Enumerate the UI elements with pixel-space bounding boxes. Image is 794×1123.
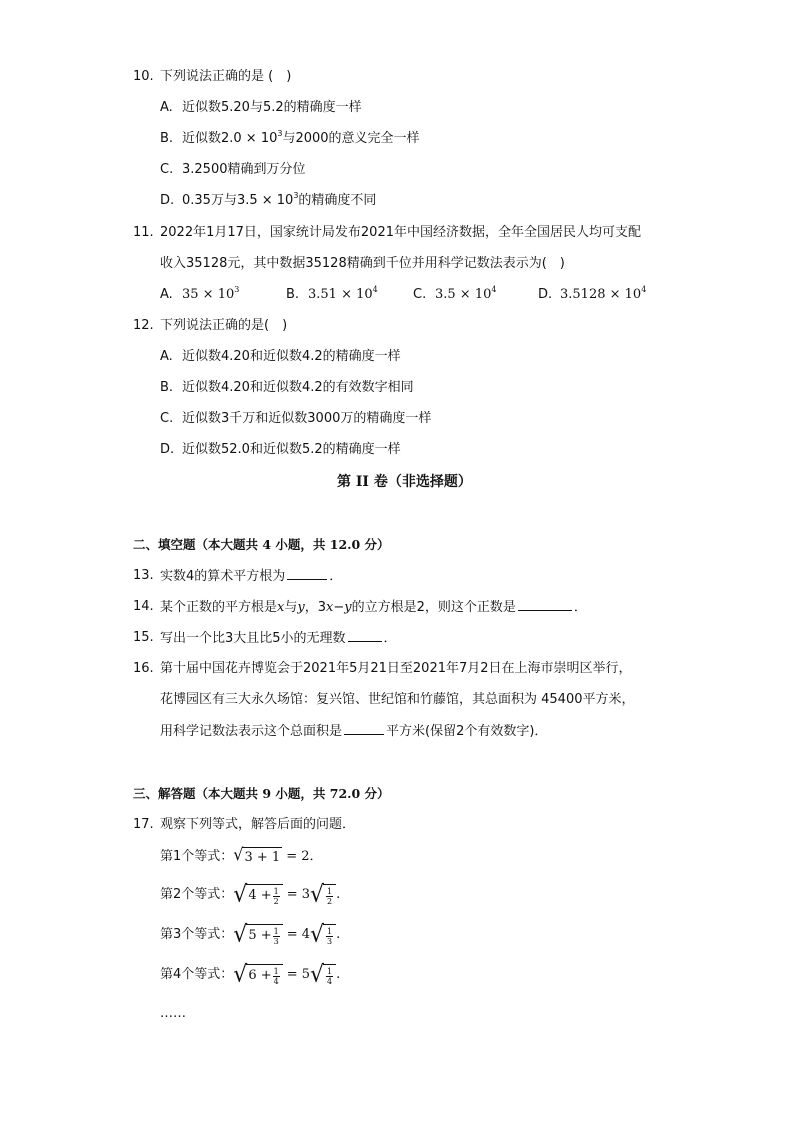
q17-stem: 观察下列等式，解答后面的问题． bbox=[160, 817, 356, 832]
q14-answer-blank[interactable] bbox=[518, 598, 572, 611]
q11-option-c-label: C. bbox=[413, 287, 427, 302]
q12-option-b-label: B. bbox=[160, 380, 174, 395]
q12-option-a-text: 近似数4.20和近似数4.2的精确度一样 bbox=[182, 349, 401, 364]
q10-option-c-label: C. bbox=[160, 162, 174, 177]
q11-option-a-label: A. bbox=[160, 287, 173, 302]
q17-equation-1: 第1个等式： √ 3 + 1 = 2． bbox=[160, 844, 323, 865]
part-2-title: 第 II 卷（非选择题） bbox=[337, 474, 472, 490]
section-3-header: 三、解答题（本大题共 9 小题，共 72.0 分） bbox=[133, 786, 390, 801]
q11-option-d-label: D. bbox=[538, 287, 553, 302]
q10-option-c-text: 3.2500精确到万分位 bbox=[182, 162, 306, 177]
q14-text: 某个正数的平方根是x与y，3x−y的立方根是2，则这个正数是 ． bbox=[160, 600, 587, 615]
q16-answer-blank[interactable] bbox=[344, 722, 384, 735]
q16-number: 16. bbox=[133, 661, 154, 676]
q12-option-b-text: 近似数4.20和近似数4.2的有效数字相同 bbox=[182, 380, 414, 395]
sqrt-symbol: √ 5 + $\frac{1}{3}$ bbox=[233, 924, 282, 946]
q11-stem-line2: 收入35128元，其中数据35128精确到千位并用科学记数法表示为( ) bbox=[160, 256, 565, 271]
q10-number: 10. bbox=[133, 69, 154, 84]
q17-ellipsis: …… bbox=[160, 1006, 186, 1021]
q16-line2: 花博园区有三大永久场馆：复兴馆、世纪馆和竹藤馆，其总面积为 45400平方米， bbox=[160, 692, 635, 707]
q12-option-c-text: 近似数3千万和近似数3000万的精确度一样 bbox=[182, 411, 432, 426]
q11-option-a-text: $35 \times 10^3$ bbox=[182, 285, 240, 302]
q15-answer-blank[interactable] bbox=[348, 629, 382, 642]
q11-option-c-text: $3.5 \times 10^4$ bbox=[435, 285, 497, 302]
sqrt-symbol: √ $\frac{1}{4}$ bbox=[310, 964, 336, 986]
q10-option-d-label: D. bbox=[160, 193, 175, 208]
q10-option-a-text: 近似数5.20与5.2的精确度一样 bbox=[182, 100, 362, 115]
sqrt-symbol: √ $\frac{1}{3}$ bbox=[310, 924, 336, 946]
q13-answer-blank[interactable] bbox=[287, 567, 327, 580]
q13-text: 实数4的算术平方根为 ． bbox=[160, 569, 343, 584]
q13-number: 13. bbox=[133, 568, 154, 583]
q10-stem: 下列说法正确的是 ( ) bbox=[160, 69, 292, 84]
q17-equation-3: 第3个等式： √ 5 + $\frac{1}{3}$ = 4 √ $\frac{1}{3}$ . bbox=[160, 921, 341, 948]
q11-stem-line1: 2022年1月17日，国家统计局发布2021年中国经济数据，全年全国居民人均可支配 bbox=[160, 225, 641, 240]
q11-option-b-label: B. bbox=[286, 287, 300, 302]
q12-number: 12. bbox=[133, 318, 154, 333]
sqrt-symbol: √ $\frac{1}{2}$ bbox=[310, 884, 336, 906]
section-2-header: 二、填空题（本大题共 4 小题，共 12.0 分） bbox=[133, 537, 390, 552]
sqrt-symbol: √ 4 + $\frac{1}{2}$ bbox=[233, 884, 282, 906]
q10-option-b-label: B. bbox=[160, 131, 174, 146]
sqrt-symbol: √ 3 + 1 bbox=[233, 844, 281, 865]
q10-option-b-text: 近似数$2.0 \times 10^3$与2000的意义完全一样 bbox=[182, 129, 420, 146]
sqrt-symbol: √ 6 + $\frac{1}{4}$ bbox=[233, 964, 282, 986]
q15-number: 15. bbox=[133, 630, 154, 645]
q16-line3: 用科学记数法表示这个总面积是 平方米(保留2个有效数字)． bbox=[160, 724, 548, 739]
q16-line1: 第十届中国花卉博览会于2021年5月21日至2021年7月2日在上海市崇明区举行， bbox=[160, 661, 632, 676]
q14-number: 14. bbox=[133, 599, 154, 614]
q12-stem: 下列说法正确的是( ) bbox=[160, 318, 288, 333]
q10-option-a-label: A. bbox=[160, 100, 173, 115]
q17-equation-2: 第2个等式： √ 4 + $\frac{1}{2}$ = 3 √ $\frac{1}{2}$ . bbox=[160, 881, 341, 908]
q17-equation-4: 第4个等式： √ 6 + $\frac{1}{4}$ = 5 √ $\frac{1}{4}$ . bbox=[160, 961, 341, 988]
q12-option-d-text: 近似数52.0和近似数5.2的精确度一样 bbox=[182, 442, 401, 457]
q12-option-c-label: C. bbox=[160, 411, 174, 426]
q11-option-b-text: $3.51 \times 10^4$ bbox=[308, 285, 378, 302]
q17-number: 17. bbox=[133, 817, 154, 832]
q12-option-d-label: D. bbox=[160, 442, 175, 457]
q15-text: 写出一个比3大且比5小的无理数 ． bbox=[160, 631, 397, 646]
q10-option-d-text: 0.35万与$3.5 \times 10^3$的精确度不同 bbox=[182, 191, 377, 208]
q11-option-d-text: $3.5128 \times 10^4$ bbox=[560, 285, 647, 302]
q12-option-a-label: A. bbox=[160, 349, 173, 364]
q11-number: 11. bbox=[133, 225, 154, 240]
